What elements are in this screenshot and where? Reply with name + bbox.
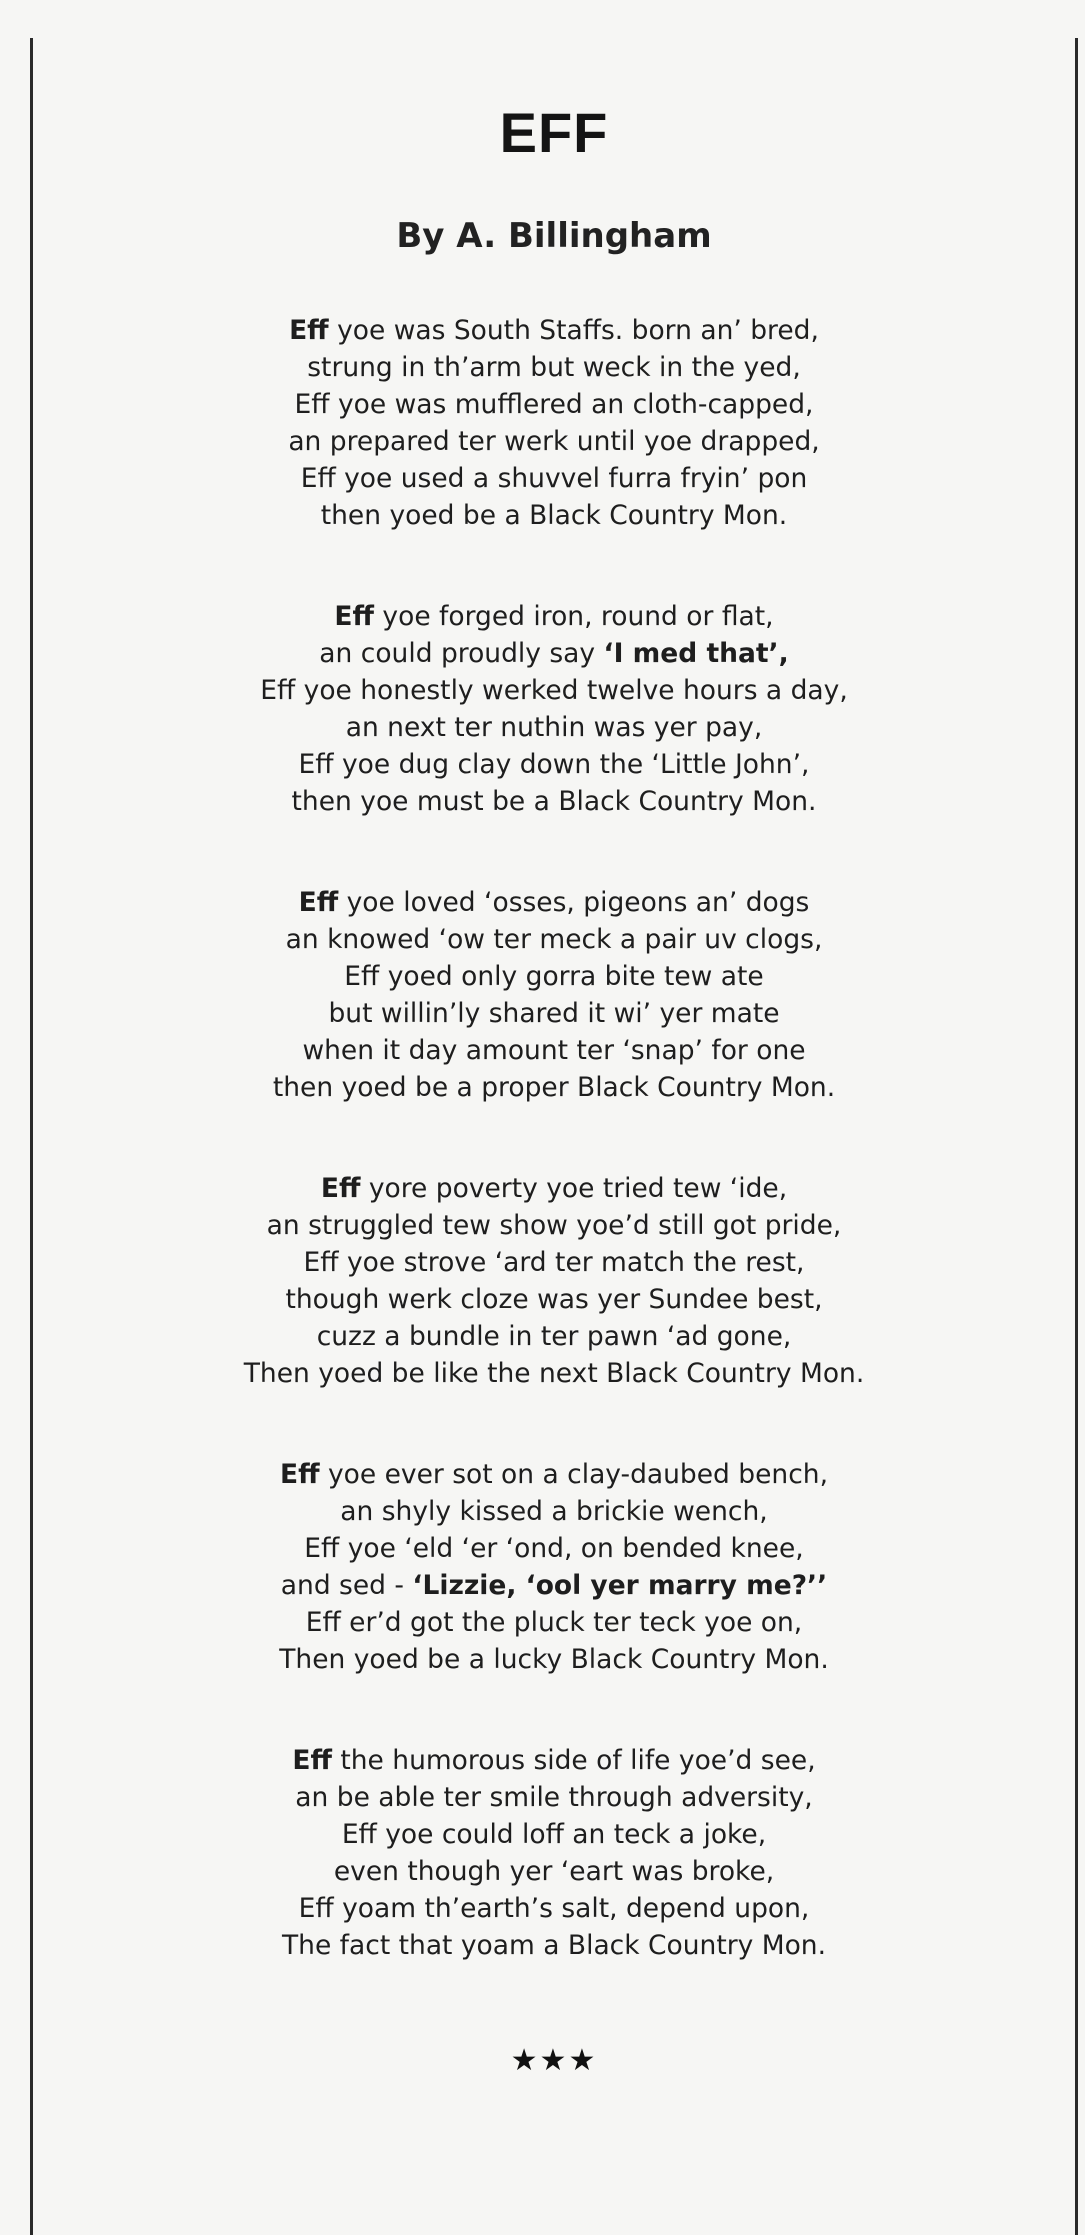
bold-text: Eff — [289, 315, 329, 346]
line-text: an prepared ter werk until yoe drapped, — [288, 426, 820, 457]
poem-line — [33, 460, 1075, 497]
poem-page — [30, 38, 1078, 2235]
line-text: The fact that yoam a Black Country Mon. — [281, 1930, 827, 1961]
line-text: Eff yoam th’earth’s salt, depend upon, — [298, 1893, 810, 1924]
poem-line — [33, 1530, 1075, 1567]
bold-text: Eff — [279, 1459, 320, 1490]
line-text: an next ter nuthin was yer pay, — [345, 712, 763, 743]
poem-line — [33, 1890, 1075, 1927]
poem-body — [33, 312, 1075, 2028]
line-text: Eff yoe dug clay down the ‘Little John’, — [298, 749, 810, 780]
line-text: Eff yoe honestly werked twelve hours a day, — [260, 675, 848, 706]
poem-line — [33, 1244, 1075, 1281]
stanza — [33, 1170, 1075, 1392]
poem-line — [33, 1641, 1075, 1678]
stanza — [33, 884, 1075, 1106]
bold-text: Eff — [320, 1173, 361, 1204]
poem-line — [33, 746, 1075, 783]
poem-line — [33, 1281, 1075, 1318]
poem-line — [33, 598, 1075, 635]
poem-line — [33, 783, 1075, 820]
line-text: but willin’ly shared it wi’ yer mate — [328, 998, 780, 1029]
line-text: an be able ter smile through adversity, — [295, 1782, 813, 1813]
line-text: even though yer ‘eart was broke, — [333, 1856, 775, 1887]
poem-line — [33, 423, 1075, 460]
line-text: Eff yoe was mufflered an cloth-capped, — [294, 389, 814, 420]
poem-line — [33, 709, 1075, 746]
poem-line — [33, 1493, 1075, 1530]
line-text: Then yoed be like the next Black Country Mon. — [243, 1358, 865, 1389]
line-text: yoe forged iron, round or flat, — [374, 601, 774, 632]
poem-line — [33, 1853, 1075, 1890]
poem-line — [33, 995, 1075, 1032]
line-text: an knowed ‘ow ter meck a pair uv clogs, — [285, 924, 823, 955]
bold-text: ‘Lizzie, ‘ool yer marry me?’’ — [412, 1570, 828, 1601]
poem-line — [33, 1355, 1075, 1392]
line-text: an could proudly say — [319, 638, 604, 669]
poem-line — [33, 958, 1075, 995]
poem-title: EFF — [499, 101, 609, 164]
poem-line — [33, 1742, 1075, 1779]
line-text: an shyly kissed a brickie wench, — [340, 1496, 768, 1527]
poem-line — [33, 672, 1075, 709]
poem-line — [33, 1604, 1075, 1641]
poem-line — [33, 497, 1075, 534]
line-text: when it day amount ter ‘snap’ for one — [302, 1035, 806, 1066]
stanza — [33, 312, 1075, 534]
poem-line — [33, 1779, 1075, 1816]
poem-line — [33, 635, 1075, 672]
poem-line — [33, 1816, 1075, 1853]
line-text: an struggled tew show yoe’d still got pride, — [266, 1210, 842, 1241]
poem-line — [33, 921, 1075, 958]
poem-line — [33, 1456, 1075, 1493]
line-text: the humorous side of life yoe’d see, — [331, 1745, 816, 1776]
line-text: though werk cloze was yer Sundee best, — [285, 1284, 823, 1315]
line-text: and sed - — [280, 1570, 413, 1601]
bold-text: ‘I med that’, — [603, 638, 789, 669]
line-text: Eff er’d got the pluck ter teck yoe on, — [305, 1607, 803, 1638]
poem-line — [33, 1069, 1075, 1106]
line-text: then yoed be a Black Country Mon. — [320, 500, 788, 531]
poem-line — [33, 1927, 1075, 1964]
stanza — [33, 1742, 1075, 1964]
line-text: yoe was South Staffs. born an’ bred, — [328, 315, 819, 346]
line-text: yoe loved ‘osses, pigeons an’ dogs — [338, 887, 810, 918]
poem-line — [33, 349, 1075, 386]
poem-line — [33, 312, 1075, 349]
bold-text: Eff — [292, 1745, 332, 1776]
line-text: strung in th’arm but weck in the yed, — [307, 352, 801, 383]
poem-line — [33, 1567, 1075, 1604]
line-text: then yoe must be a Black Country Mon. — [291, 786, 817, 817]
poem-line — [33, 1032, 1075, 1069]
line-text: Eff yoe ‘eld ‘er ‘ond, on bended knee, — [304, 1533, 804, 1564]
bold-text: Eff — [334, 601, 374, 632]
poem-line — [33, 884, 1075, 921]
bold-text: Eff — [298, 887, 339, 918]
line-text: yoe ever sot on a clay-daubed bench, — [319, 1459, 829, 1490]
line-text: Eff yoe could loff an teck a joke, — [341, 1819, 767, 1850]
stanza — [33, 1456, 1075, 1678]
poem-line — [33, 1207, 1075, 1244]
line-text: Eff yoe used a shuvvel furra fryin’ pon — [300, 463, 808, 494]
stanza — [33, 598, 1075, 820]
line-text: cuzz a bundle in ter pawn ‘ad gone, — [316, 1321, 792, 1352]
line-text: then yoed be a proper Black Country Mon. — [272, 1072, 836, 1103]
poem-byline: By A. Billingham — [396, 216, 712, 256]
poem-line — [33, 1170, 1075, 1207]
line-text: Then yoed be a lucky Black Country Mon. — [279, 1644, 829, 1675]
end-ornament-stars: ★★★ — [510, 2043, 598, 2078]
poem-line — [33, 1318, 1075, 1355]
line-text: Eff yoed only gorra bite tew ate — [344, 961, 764, 992]
line-text: Eff yoe strove ‘ard ter match the rest, — [303, 1247, 805, 1278]
line-text: yore poverty yoe tried tew ‘ide, — [360, 1173, 788, 1204]
poem-line — [33, 386, 1075, 423]
